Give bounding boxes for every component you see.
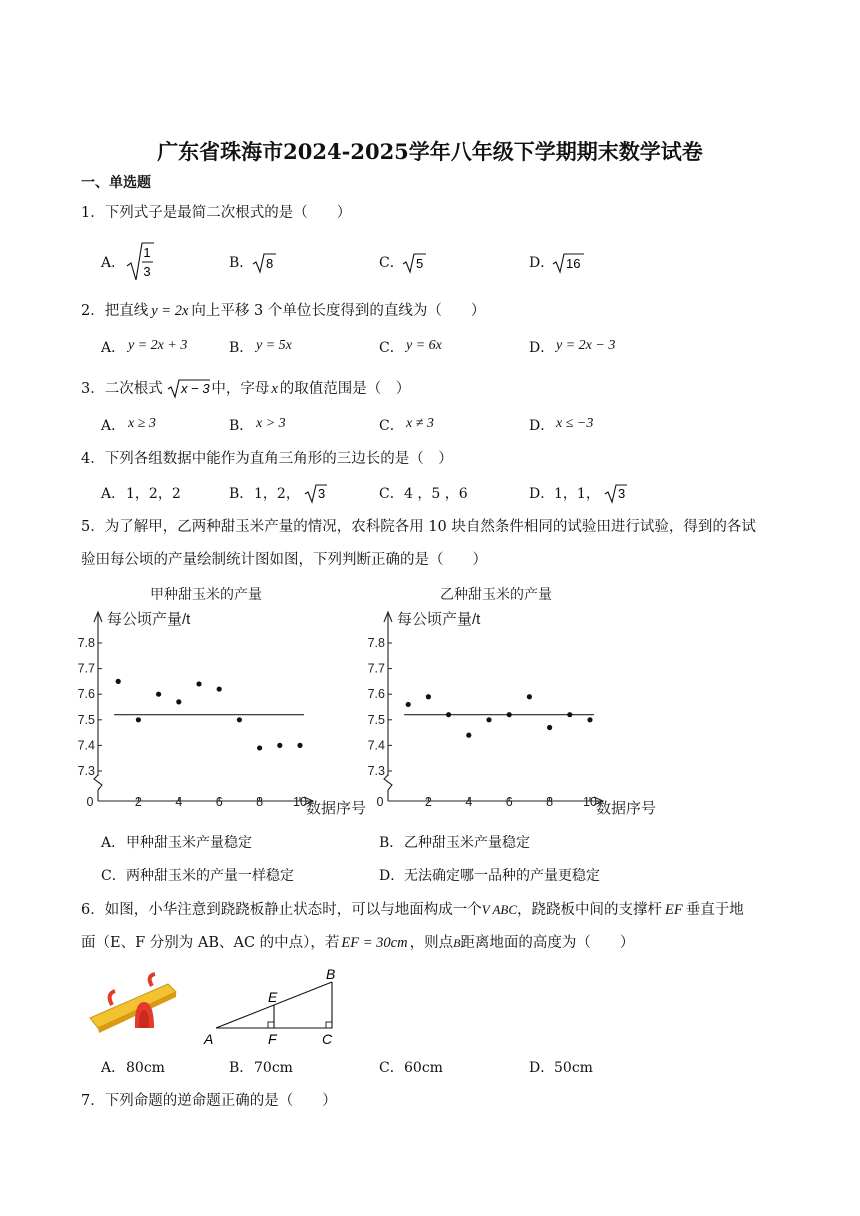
data-point	[406, 702, 411, 707]
q3-radicand: x − 3	[181, 381, 210, 396]
y-tick-label: 7.8	[367, 636, 385, 650]
q1-option-c-label: C．	[379, 255, 404, 271]
x-tick-label: 2	[424, 795, 432, 809]
y-tick-label: 7.4	[77, 738, 95, 753]
q3-radical	[167, 378, 211, 398]
q6-ef: EF	[665, 902, 683, 918]
chart-jia-title: 甲种甜玉米的产量	[150, 587, 262, 603]
q6-option-b-label: B．	[229, 1060, 254, 1076]
label-e: E	[268, 989, 278, 1005]
y-tick-label: 7.5	[77, 712, 95, 727]
q5-option-d-value: 无法确定哪一品种的产量更稳定	[404, 868, 600, 884]
q5-option-a-label: A．	[101, 835, 126, 851]
q1-option-a-label: A．	[101, 255, 126, 271]
q5-option-a-value: 甲种甜玉米产量稳定	[126, 835, 252, 851]
data-point	[446, 712, 451, 717]
section-heading: 一、单选题	[81, 175, 151, 191]
data-point	[277, 743, 282, 748]
x-tick-label: 10	[583, 795, 597, 809]
y-tick-label: 7.6	[77, 687, 95, 702]
q5-option-d-label: D．	[379, 868, 405, 884]
data-point	[547, 725, 552, 730]
q3-stem-c: 的取值范围是（ ）	[279, 381, 411, 397]
data-point	[567, 712, 572, 717]
x-tick-label: 8	[546, 795, 554, 809]
q1-option-d-label: D．	[529, 255, 555, 271]
q3-option-a-label: A．	[101, 418, 126, 434]
q3-option-d-label: D．	[529, 418, 555, 434]
chart-jia	[77, 600, 367, 820]
q2-stem-math: y = 2x	[151, 303, 189, 319]
q1-a-numerator: 1	[143, 245, 151, 260]
label-c: C	[322, 1031, 333, 1047]
q6-point-b: B	[453, 936, 461, 950]
q4-option-b-radical	[304, 483, 328, 504]
q6-option-b-value: 70cm	[254, 1060, 293, 1076]
label-a: A	[204, 1031, 214, 1047]
y-axis-label: 每公顷产量/t	[107, 611, 191, 628]
question-2-stem	[81, 304, 485, 319]
data-point	[507, 712, 512, 717]
y-tick-label: 7.7	[77, 661, 95, 676]
q6-ef-eq: EF = 30cm	[341, 935, 408, 951]
data-point	[217, 686, 222, 691]
q4-option-a-label: A．	[101, 486, 126, 502]
y-tick-label: 7.8	[77, 636, 95, 650]
x-tick-label: 4	[465, 795, 473, 809]
q2-option-c-value: y = 6x	[406, 338, 442, 353]
q1-a-denominator: 3	[143, 264, 151, 279]
q2-option-c-label: C．	[379, 340, 404, 356]
x-tick-label: 0	[86, 795, 94, 809]
seesaw-image	[82, 972, 182, 1042]
q6-triangle: V ABC	[481, 902, 518, 917]
question-5-stem-line1: 5．为了解甲，乙两种甜玉米产量的情况，农科院各用 10 块自然条件相同的试验田进行试验，得到的各试	[81, 519, 756, 535]
chart-yi	[368, 600, 688, 820]
q2-option-a-label: A．	[101, 340, 126, 356]
data-point	[527, 694, 532, 699]
q4-option-b-label: B．	[229, 486, 254, 502]
y-tick-label: 7.7	[367, 661, 385, 676]
q1-option-c-radical	[401, 252, 427, 274]
x-axis-label: 数据序号	[306, 800, 367, 817]
question-3-stem	[81, 378, 410, 398]
q5-option-c-value: 两种甜玉米的产量一样稳定	[126, 868, 294, 884]
data-point	[587, 717, 592, 722]
q3-stem-a: 3．二次根式	[81, 381, 163, 397]
q1-option-b-label: B．	[229, 255, 254, 271]
q4-option-b-value: 1，2，	[254, 486, 300, 502]
q3-option-c-label: C．	[379, 418, 404, 434]
x-tick-label: 0	[376, 795, 384, 809]
q2-option-d-label: D．	[529, 340, 555, 356]
data-point	[116, 679, 121, 684]
y-axis-label: 每公顷产量/t	[397, 611, 481, 628]
q3-option-d-value: x ≤ −3	[556, 416, 594, 431]
q6-option-a-value: 80cm	[126, 1060, 165, 1076]
triangle-figure	[200, 964, 350, 1050]
q6-option-d-value: 50cm	[554, 1060, 593, 1076]
q2-option-d-value: y = 2x − 3	[556, 338, 616, 353]
x-tick-label: 6	[215, 795, 223, 809]
data-point	[466, 733, 471, 738]
data-point	[156, 692, 161, 697]
q1-option-b-radical	[251, 252, 277, 274]
q2-stem-b: 向上平移 3 个单位长度得到的直线为（ ）	[191, 303, 486, 319]
q2-option-a-value: y = 2x + 3	[128, 338, 188, 353]
q4-option-d-value: 1，1，	[554, 486, 600, 502]
q6-option-c-value: 60cm	[404, 1060, 443, 1076]
q3-option-c-value: x ≠ 3	[406, 416, 434, 431]
q4-option-c-value: 4 ，5 ，6	[404, 486, 468, 502]
q6-line2-a: 面（E、F 分别为 AB、AC 的中点），若	[81, 935, 340, 951]
data-point	[196, 681, 201, 686]
q4-option-a-value: 1，2，2	[126, 486, 181, 502]
q3-var: x	[271, 381, 278, 397]
q6-line1-b: ，跷跷板中间的支撑杆	[517, 902, 663, 918]
label-b: B	[326, 966, 336, 982]
chart-yi-title: 乙种甜玉米的产量	[440, 587, 552, 603]
q1-c-radicand: 5	[416, 256, 424, 271]
q5-option-b-label: B．	[379, 835, 404, 851]
data-point	[297, 743, 302, 748]
y-tick-label: 7.3	[367, 764, 385, 778]
y-tick-label: 7.4	[367, 738, 385, 753]
question-5-stem-line2: 验田每公顷的产量绘制统计图如图，下列判断正确的是（ ）	[81, 552, 487, 568]
q2-stem-a: 2．把直线	[81, 303, 149, 319]
q6-option-d-label: D．	[529, 1060, 555, 1076]
q6-line2-b: ，则点	[409, 935, 454, 951]
x-tick-label: 8	[256, 795, 264, 809]
x-tick-label: 4	[175, 795, 183, 809]
q2-option-b-label: B．	[229, 340, 254, 356]
q6-option-c-label: C．	[379, 1060, 404, 1076]
q2-option-b-value: y = 5x	[256, 338, 292, 353]
q1-d-radicand: 16	[566, 256, 581, 271]
data-point	[257, 745, 262, 750]
q6-option-a-label: A．	[101, 1060, 126, 1076]
y-tick-label: 7.3	[77, 764, 95, 778]
q6-line1-c: 垂直于地	[685, 902, 744, 918]
q4-option-d-radical	[604, 483, 628, 504]
x-tick-label: 6	[505, 795, 513, 809]
q4-option-c-label: C．	[379, 486, 404, 502]
question-6-line1	[81, 903, 744, 918]
q3-option-b-label: B．	[229, 418, 254, 434]
data-point	[176, 699, 181, 704]
q1-b-radicand: 8	[266, 256, 274, 271]
data-point	[426, 694, 431, 699]
question-6-line2	[81, 936, 634, 951]
q1-option-d-radical	[551, 252, 585, 274]
q4-b-radicand: 3	[318, 486, 326, 501]
q6-line1-a: 6．如图，小华注意到跷跷板静止状态时，可以与地面构成一个	[81, 902, 482, 918]
q3-option-a-value: x ≥ 3	[128, 416, 156, 431]
q4-option-d-label: D．	[529, 486, 555, 502]
y-tick-label: 7.6	[367, 687, 385, 702]
page-title: 广东省珠海市2024-2025学年八年级下学期期末数学试卷	[157, 139, 703, 164]
data-point	[486, 717, 491, 722]
label-f: F	[268, 1031, 277, 1047]
question-4-stem: 4．下列各组数据中能作为直角三角形的三边长的是（ ）	[81, 451, 453, 467]
question-7-stem: 7．下列命题的逆命题正确的是（ ）	[81, 1093, 337, 1109]
q6-line2-c: 距离地面的高度为（ ）	[460, 935, 635, 951]
q3-stem-b: 中，字母	[211, 381, 270, 397]
y-tick-label: 7.5	[367, 712, 385, 727]
q5-option-b-value: 乙种甜玉米产量稳定	[404, 835, 530, 851]
x-axis-label: 数据序号	[596, 800, 657, 817]
data-point	[136, 717, 141, 722]
x-tick-label: 2	[134, 795, 142, 809]
x-tick-label: 10	[293, 795, 307, 809]
data-point	[237, 717, 242, 722]
question-1-stem: 1．下列式子是最简二次根式的是（ ）	[81, 205, 352, 221]
q5-option-c-label: C．	[101, 868, 126, 884]
q4-d-radicand: 3	[618, 486, 626, 501]
q3-option-b-value: x > 3	[256, 416, 286, 431]
q1-option-a-radical	[125, 240, 155, 284]
